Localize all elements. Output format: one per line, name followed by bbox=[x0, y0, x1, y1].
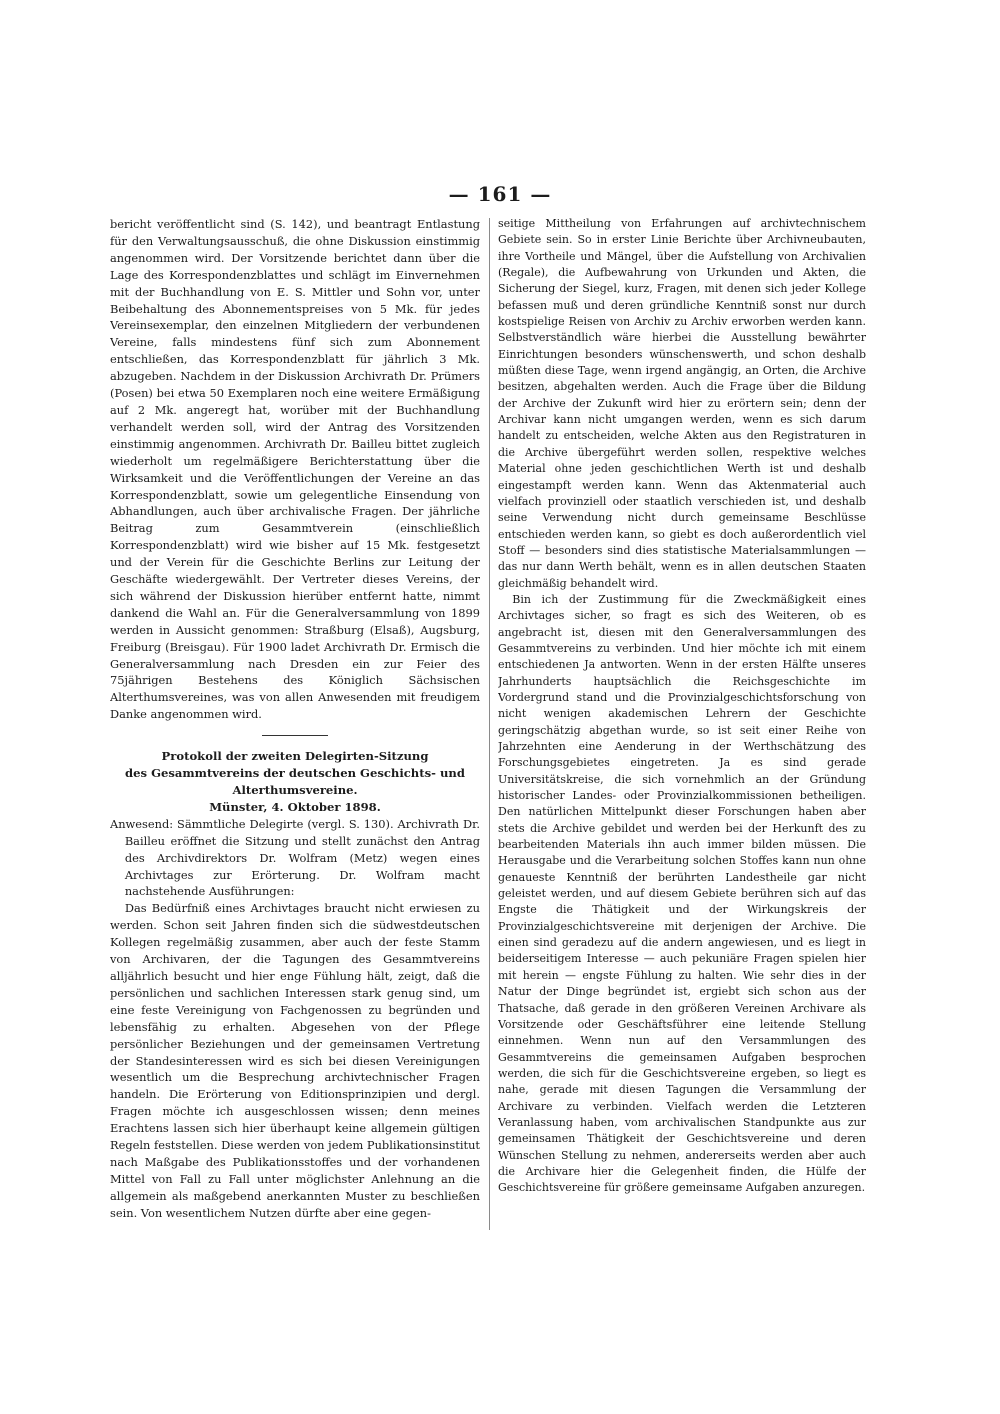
left-paragraph-2: Anwesend: Sämmtliche Delegirte (vergl. S. 130). Archivrath Dr. Bailleu eröffnet die Sitzung und stellt zunächst den Antrag des Archivdirektors Dr. Wolfram (Metz) wegen eines Archivtages zur Erörterung. Dr. Wolfram macht nachstehende Ausführungen: bbox=[110, 816, 480, 899]
right-paragraph-1: seitige Mittheilung von Erfahrungen auf archivtechnischem Gebiete sein. So in erster Linie Berichte über Archivneubauten, ihre Vortheile und Mängel, über die Aufstellung von Archivalien (Regale), die Aufbewahrung von Urkunden und Akten, die Sicherung der Siegel, kurz, Fragen, mit denen sich jeder Kollege befassen muß und deren gründliche Kenntniß sonst nur durch kostspielige Reisen von Archiv zu Archiv erworben werden kann. Selbstverständlich wäre hierbei die Ausstellung bewährter Einrichtungen besonders wünschenswerth, und schon deshalb müßten diese Tage, wenn irgend angängig, an Orten, die Archive besitzen, abgehalten werden. Auch die Frage über die Bildung der Archive der Zukunft wird hier zu erörtern sein; denn der Archivar kann nicht umgangen werden, wenn es sich darum handelt zu entscheiden, welche Akten aus den Registraturen in die Archive übergeführt werden sollen, respektive welches Material ohne jeden geschichtlichen Werth ist und deshalb eingestampft werden kann. Wenn das Aktenmaterial auch vielfach provinziell oder staatlich verschieden ist, und deshalb seine Verwendung nicht durch gemeinsame Beschlüsse entschieden werden kann, so giebt es doch außerordentlich viel Stoff — besonders sind dies statistische Materialsammlungen — das nur dann Werth behält, wenn es in allen deutschen Staaten gleichmäßig behandelt wird. bbox=[498, 217, 866, 590]
protocol-heading-date: Münster, 4. Oktober 1898. bbox=[209, 799, 381, 814]
column-divider bbox=[489, 218, 490, 1230]
protocol-heading-line-1: Protokoll der zweiten Delegirten-Sitzung bbox=[161, 749, 429, 764]
section-divider bbox=[262, 735, 328, 736]
left-paragraph-1: bericht veröffentlicht sind (S. 142), und beantragt Entlastung für den Verwaltungsausschuß, die ohne Diskussion einstimmig angenommen wird. Der Vorsitzende berichtet dann über die Lage des Korrespondenzblattes und schlägt im Einvernehmen mit der Buchhandlung von E. S. Mittler und Sohn vor, unter Beibehaltung des Abonnementspreises von 5 Mk. für jedes Vereinsexemplar, den einzelnen Mitgliedern der verbundenen Vereine, falls mindestens fünf sich zum Abonnement entschließen, das Korrespondenzblatt für jährlich 3 Mk. abzugeben. Nachdem in der Diskussion Archivrath Dr. Prümers (Posen) bei etwa 50 Exemplaren noch eine weitere Ermäßigung auf 2 Mk. angeregt hat, worüber mit der Buchhandlung verhandelt werden soll, wird der Antrag des Vorsitzenden einstimmig angenommen. Archivrath Dr. Bailleu bittet zugleich wiederholt um regelmäßigere Berichterstattung über die Wirksamkeit und die Veröffentlichungen der Vereine an das Korrespondenzblatt, sowie um gelegentliche Einsendung von Abhandlungen, auch über archivalische Fragen. Der jährliche Beitrag zum Gesammtverein (einschließlich Korrespondenzblatt) wird wie bisher auf 15 Mk. festgesetzt und der Verein für die Geschichte Berlins zur Leitung der Geschäfte wiedergewählt. Der Vertreter dieses Vereins, der sich während der Diskussion hierüber entfernt hatte, nimmt dankend die Wahl an. Für die Generalversammlung von 1899 werden in Aussicht genommen: Straßburg (Elsaß), Augsburg, Freiburg (Breisgau). Für 1900 ladet Archivrath Dr. Ermisch die Generalversammlung nach Dresden ein zur Feier des 75jährigen Bestehens des Königlich Sächsischen Alterthumsvereines, was von allen Anwesenden mit freudigem Danke angenommen wird. bbox=[110, 217, 480, 722]
left-paragraph-3: Das Bedürfniß eines Archivtages braucht nicht erwiesen zu werden. Schon seit Jahren finden sich die südwestdeutschen Kollegen regelmäßig zusammen, aber auch der feste Stamm von Archivaren, der die Tagungen des Gesammtvereins alljährlich besucht und hier enge Fühlung hält, zeigt, daß die persönlichen und sachlichen Interessen stark genug sind, um eine feste Vereinigung von Fachgenossen zu begründen und lebensfähig zu erhalten. Abgesehen von der Pflege persönlicher Beziehungen und der gemeinsamen Vertretung der Standesinteressen wird es sich bei diesen Vereinigungen wesentlich um die Besprechung archivtechnischer Fragen handeln. Die Erörterung von Editionsprinzipien und dergl. Fragen möchte ich ausgeschlossen wissen; denn meines Erachtens lassen sich hier überhaupt keine allgemein gültigen Regeln feststellen. Diese werden von jedem Publikationsinstitut nach Maßgabe des Publikationsstoffes und der vorhandenen Mittel von Fall zu Fall unter möglichster Anlehnung an die allgemein als maßgebend anerkannten Muster zu beschließen sein. Von wesentlichem Nutzen dürfte aber eine gegen- bbox=[110, 901, 480, 1220]
protocol-heading-line-2: des Gesammtvereins der deutschen Geschichts- und Alterthumsvereine. bbox=[125, 766, 465, 797]
right-column bbox=[498, 216, 866, 1236]
page-number: — 161 — bbox=[448, 182, 552, 206]
right-paragraph-2: Bin ich der Zustimmung für die Zweckmäßigkeit eines Archivtages sicher, so fragt es sich des Weiteren, ob es angebracht ist, diesen mit den Generalversammlungen des Gesammtvereins zu verbinden. Und hier möchte ich mit einem entschiedenen Ja antworten. Wenn in der ersten Hälfte unseres Jahrhunderts hauptsächlich die Reichsgeschichte im Vordergrund stand und die Provinzialgeschichtsforschung von nicht wenigen akademischen Lehrern der Geschichte geringschätzig abgethan wurde, so ist seit einer Reihe von Jahrzehnten eine Aenderung in der Werthschätzung des Forschungsgebietes eingetreten. Ja es sind gerade Universitätskreise, die sich vornehmlich an der Gründung historischer Landes- oder Provinzialkommissionen betheiligen. Den natürlichen Mittelpunkt dieser Forschungen haben aber stets die Archive gebildet und werden bei der Herkunft des zu bearbeitenden Materials ihn auch immer bilden müssen. Die Herausgabe und die Verarbeitung solchen Stoffes kann nun ohne genaueste Kenntniß der berührten Landestheile gar nicht geleistet werden, und auf diesem Gebiete berühren sich auf das Engste die Thätigkeit und der Wirkungskreis der Provinzialgeschichtsvereine mit derjenigen der Archive. Die einen sind geradezu auf die andern angewiesen, und es liegt in beiderseitigem Interesse — auch pekuniäre Fragen spielen hier mit herein — engste Fühlung zu halten. Wie sehr dies in der Natur der Dinge begründet ist, ergiebt sich schon aus der Thatsache, daß gerade in den größeren Vereinen Archivare als Vorsitzende oder Geschäftsführer eine leitende Stellung einnehmen. Wenn nun auf den Versammlungen des Gesammtvereins die gemeinsamen Aufgaben besprochen werden, die sich für die Geschichtsvereine ergeben, so liegt es nahe, gerade mit diesen Tagungen die Versammlung der Archivare zu verbinden. Vielfach werden die Letzteren Veranlassung haben, vom archivalischen Standpunkte aus zur gemeinsamen Thätigkeit der Geschichtsvereine und deren Wünschen Stellung zu nehmen, andererseits werden aber auch die Archivare hier die Gelegenheit finden, die Hülfe der Geschichtsvereine für größere gemeinsame Aufgaben anzuregen. bbox=[498, 592, 866, 1195]
left-column bbox=[110, 216, 480, 1236]
